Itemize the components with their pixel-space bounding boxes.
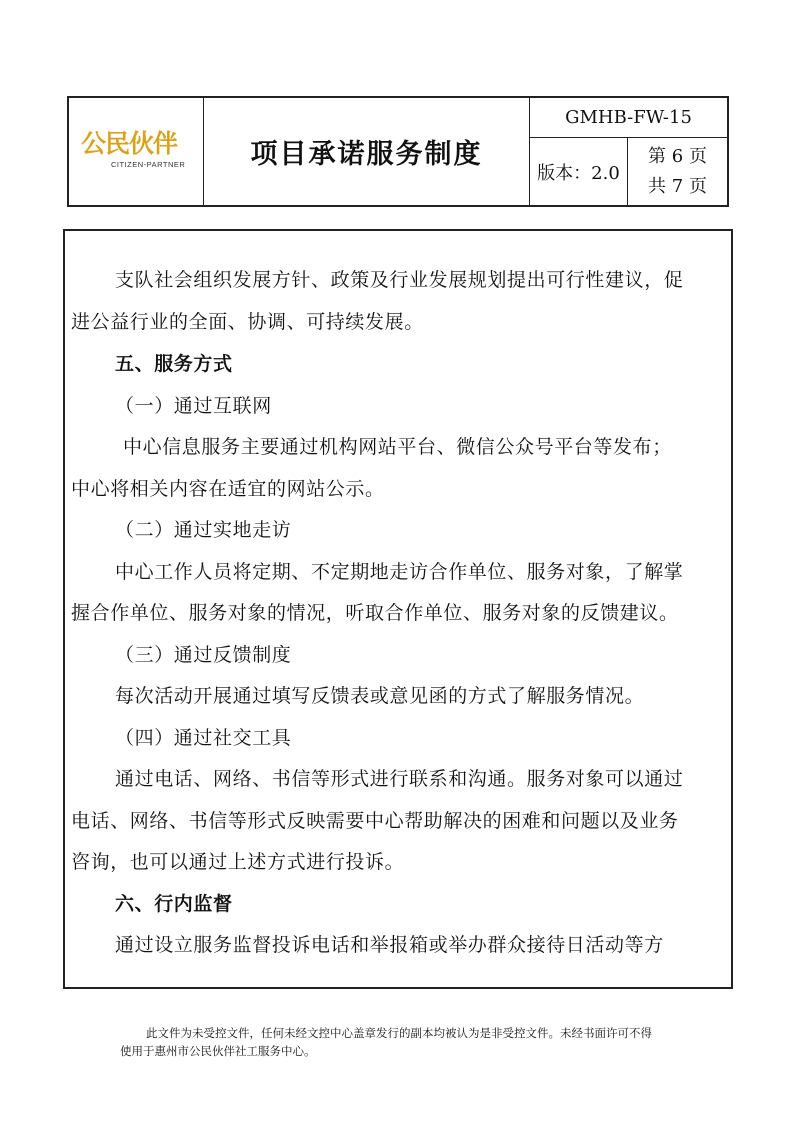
body-line: 握合作单位、服务对象的情况，听取合作单位、服务对象的反馈建议。 — [71, 602, 679, 624]
body-line: 进公益行业的全面、协调、可持续发展。 — [71, 311, 424, 333]
subsection-heading: （四）通过社交工具 — [115, 727, 292, 749]
section-heading: 六、行内监督 — [115, 893, 233, 915]
document-version: 版本：2.0 — [530, 138, 628, 205]
document-code: GMHB-FW-15 — [530, 98, 727, 138]
footer-notice-line-2: 使用于惠州市公民伙伴社工服务中心。 — [120, 1044, 316, 1058]
subsection-heading: （一）通过互联网 — [115, 395, 272, 417]
body-line: 中心将相关内容在适宜的网站公示。 — [71, 478, 385, 500]
body-line: 通过设立服务监督投诉电话和举报箱或举办群众接待日活动等方 — [115, 934, 664, 956]
logo-mark: 公民伙伴 — [81, 129, 178, 158]
logo-subtitle: CITIZEN-PARTNER — [111, 160, 186, 169]
body-line: 每次活动开展通过填写反馈表或意见函的方式了解服务情况。 — [115, 685, 645, 707]
body-line: 中心信息服务主要通过机构网站平台、微信公众号平台等发布； — [123, 436, 672, 458]
body-line: 支队社会组织发展方针、政策及行业发展规划提出可行性建议，促 — [115, 269, 684, 291]
body-line: 电话、网络、书信等形式反映需要中心帮助解决的困难和问题以及业务 — [71, 810, 679, 832]
page-total: 共 7 页 — [648, 175, 707, 197]
subsection-heading: （三）通过反馈制度 — [115, 644, 292, 666]
document-title: 项目承诺服务制度 — [250, 139, 483, 170]
organization-logo — [81, 130, 197, 176]
subsection-heading: （二）通过实地走访 — [115, 519, 292, 541]
body-line: 通过电话、网络、书信等形式进行联系和沟通。服务对象可以通过 — [115, 768, 684, 790]
page-info — [628, 138, 727, 205]
title-cell — [204, 98, 530, 205]
body-line: 中心工作人员将定期、不定期地走访合作单位、服务对象，了解掌 — [115, 561, 684, 583]
section-heading: 五、服务方式 — [115, 353, 233, 375]
body-line: 咨询，也可以通过上述方式进行投诉。 — [71, 851, 405, 873]
document-header-table — [67, 96, 729, 207]
page-current: 第 6 页 — [648, 145, 707, 167]
logo-cell — [69, 98, 204, 205]
footer-notice-line-1: 此文件为未受控文件，任何未经文控中心盖章发行的副本均被认为是非受控文件。未经书面许可不得 — [146, 1026, 652, 1040]
